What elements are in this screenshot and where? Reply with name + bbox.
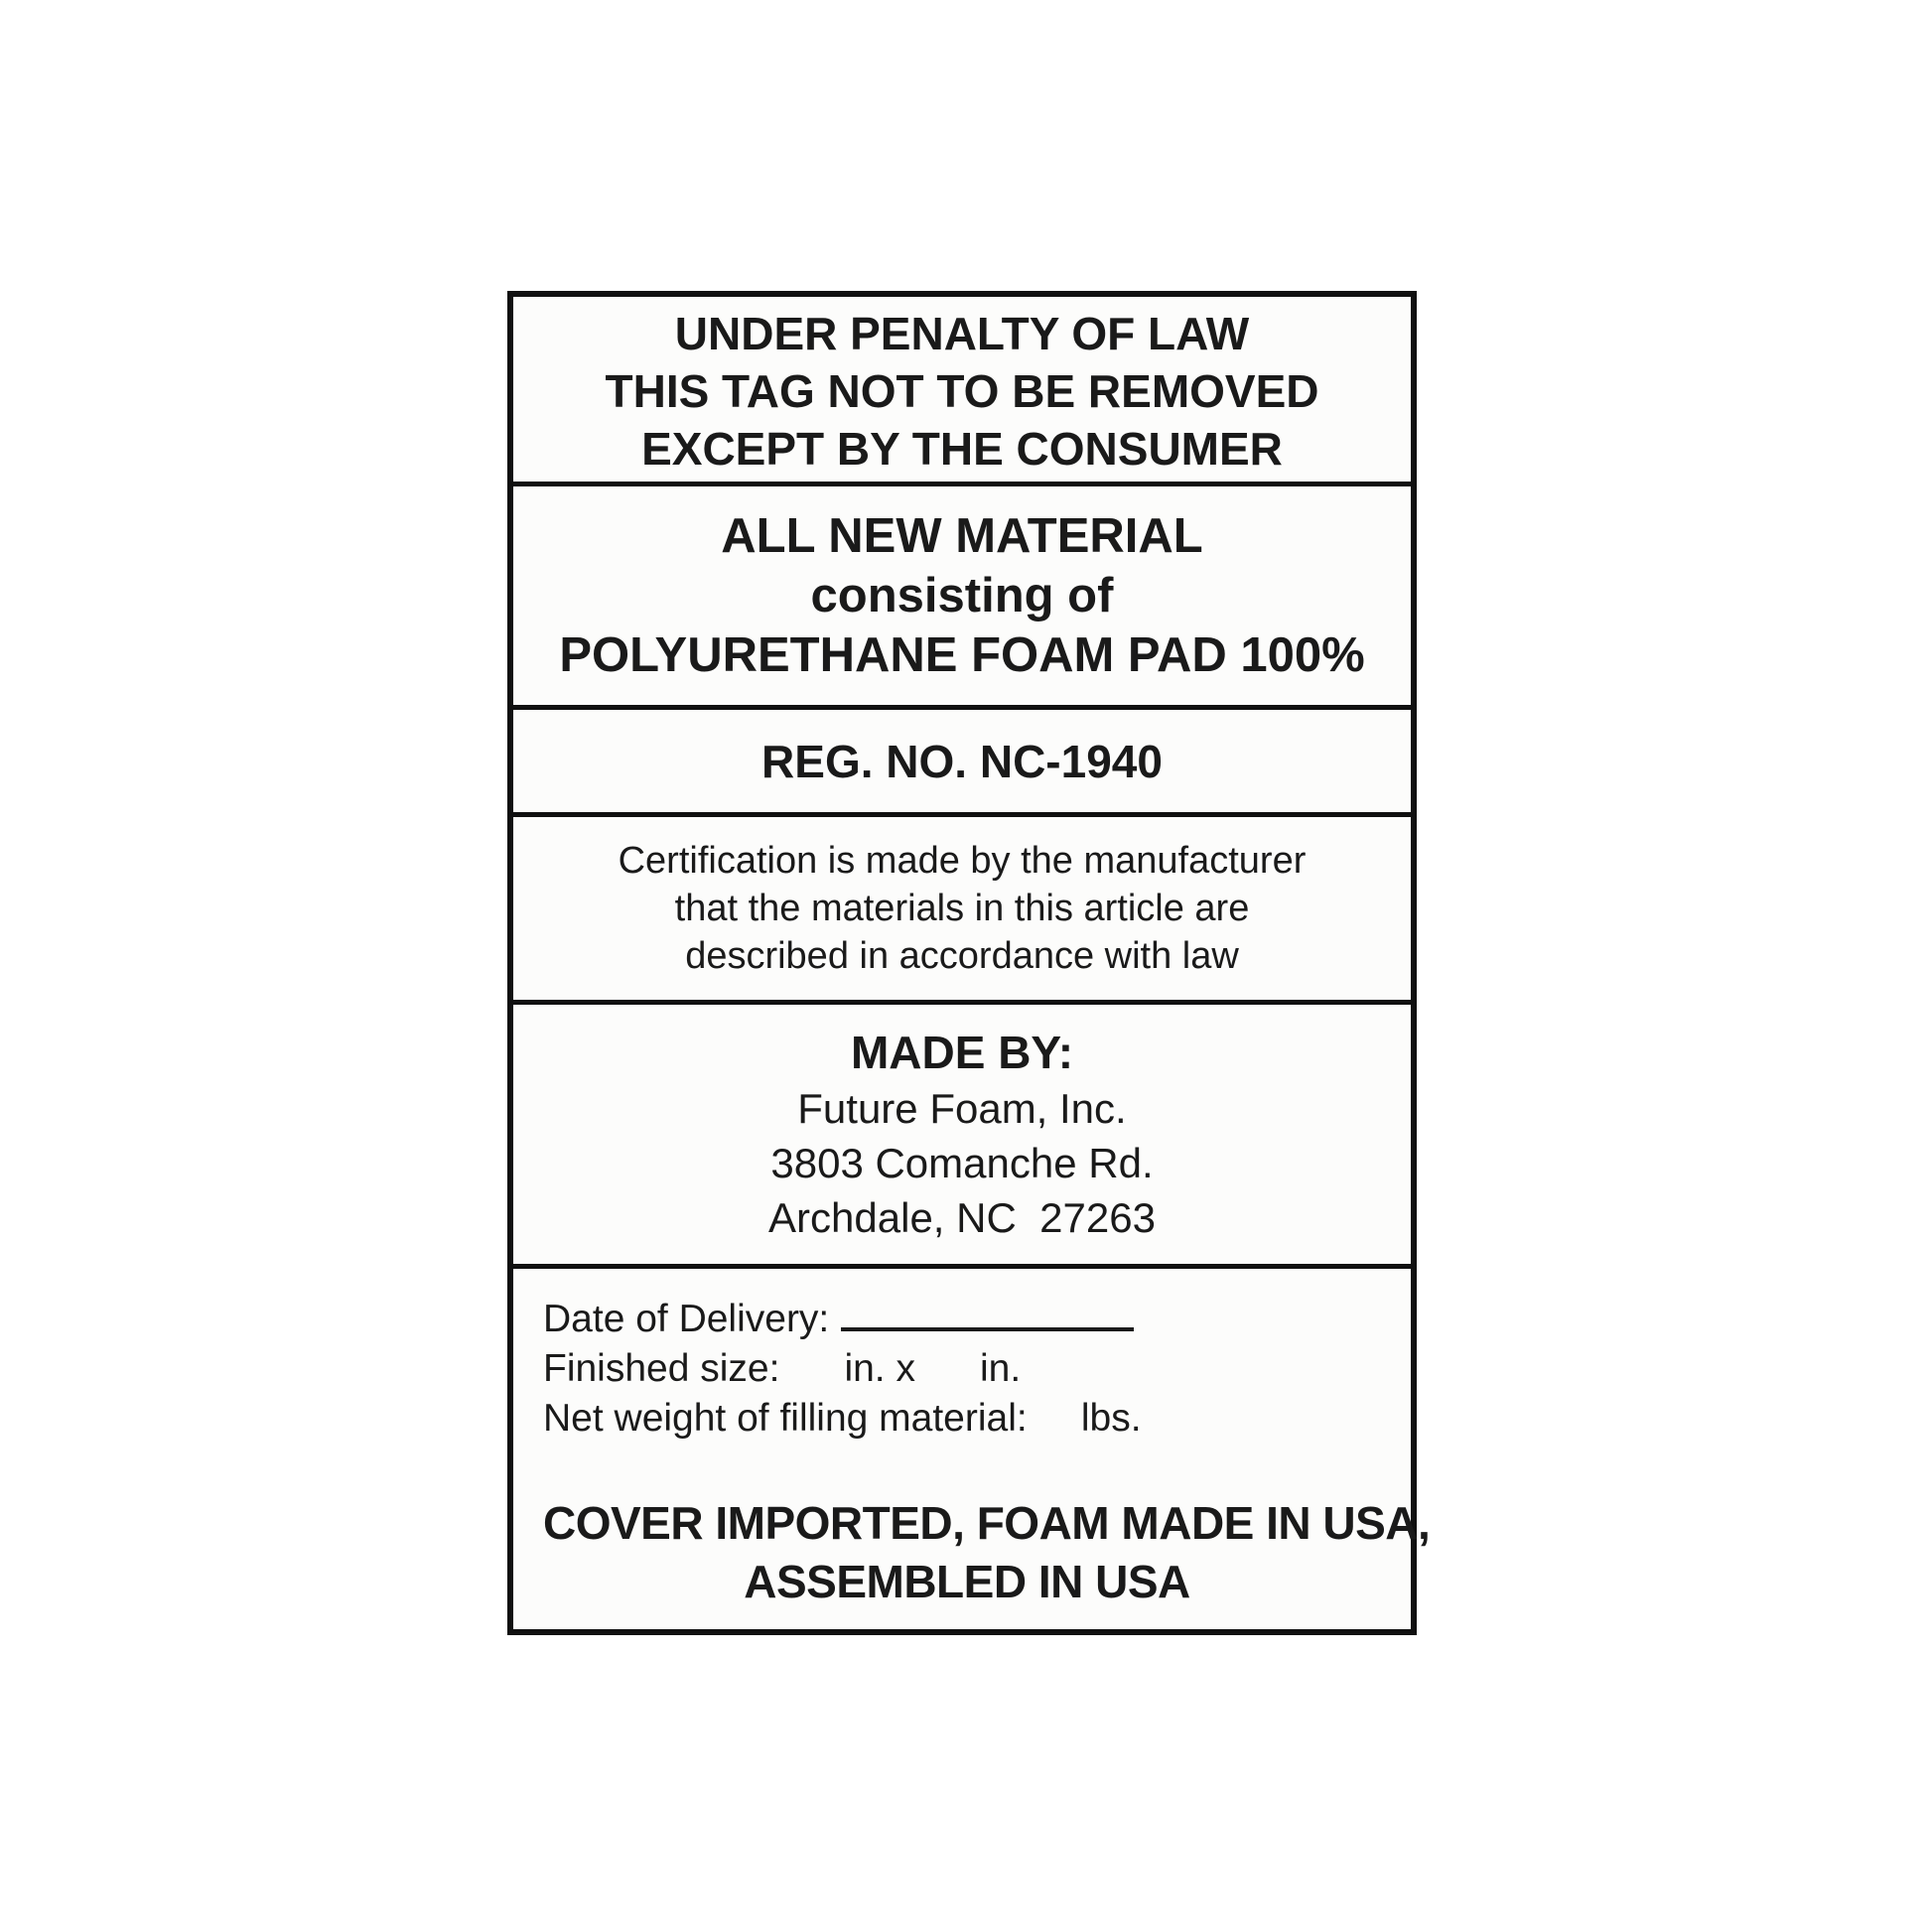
certification-line-2: that the materials in this article are — [674, 888, 1250, 929]
material-section — [513, 486, 1411, 710]
penalty-section — [513, 297, 1411, 486]
law-label — [507, 291, 1431, 1635]
certification-line-1: Certification is made by the manufacturer — [618, 840, 1307, 882]
date-of-delivery-line — [543, 1295, 1391, 1344]
net-weight-line: Net weight of filling material: lbs. — [543, 1397, 1142, 1440]
footer-block — [543, 1494, 1431, 1611]
manufacturer-city-state-zip: Archdale, NC 27263 — [768, 1194, 1156, 1241]
manufacturer-name: Future Foam, Inc. — [797, 1085, 1127, 1132]
penalty-line-3: EXCEPT BY THE CONSUMER — [641, 423, 1283, 475]
certification-line-3: described in accordance with law — [685, 935, 1239, 977]
penalty-line-1: UNDER PENALTY OF LAW — [674, 308, 1250, 359]
registration-number: REG. NO. NC-1940 — [761, 735, 1163, 787]
material-line-2: consisting of — [810, 569, 1114, 622]
penalty-line-2: THIS TAG NOT TO BE REMOVED — [605, 365, 1319, 417]
registration-section — [513, 710, 1411, 817]
certification-section — [513, 817, 1411, 1005]
details-section — [513, 1269, 1431, 1629]
footer-line-2: ASSEMBLED IN USA — [744, 1556, 1190, 1607]
made-by-section — [513, 1005, 1411, 1269]
material-line-3: POLYURETHANE FOAM PAD 100% — [559, 628, 1365, 682]
footer-line-1: COVER IMPORTED, FOAM MADE IN USA, — [543, 1497, 1431, 1549]
material-line-1: ALL NEW MATERIAL — [721, 509, 1203, 563]
date-of-delivery-label: Date of Delivery: — [543, 1298, 830, 1340]
manufacturer-street: 3803 Comanche Rd. — [770, 1140, 1154, 1186]
made-by-heading: MADE BY: — [850, 1027, 1074, 1078]
finished-size-line: Finished size: in. x in. — [543, 1347, 1022, 1390]
date-of-delivery-blank — [841, 1327, 1134, 1331]
